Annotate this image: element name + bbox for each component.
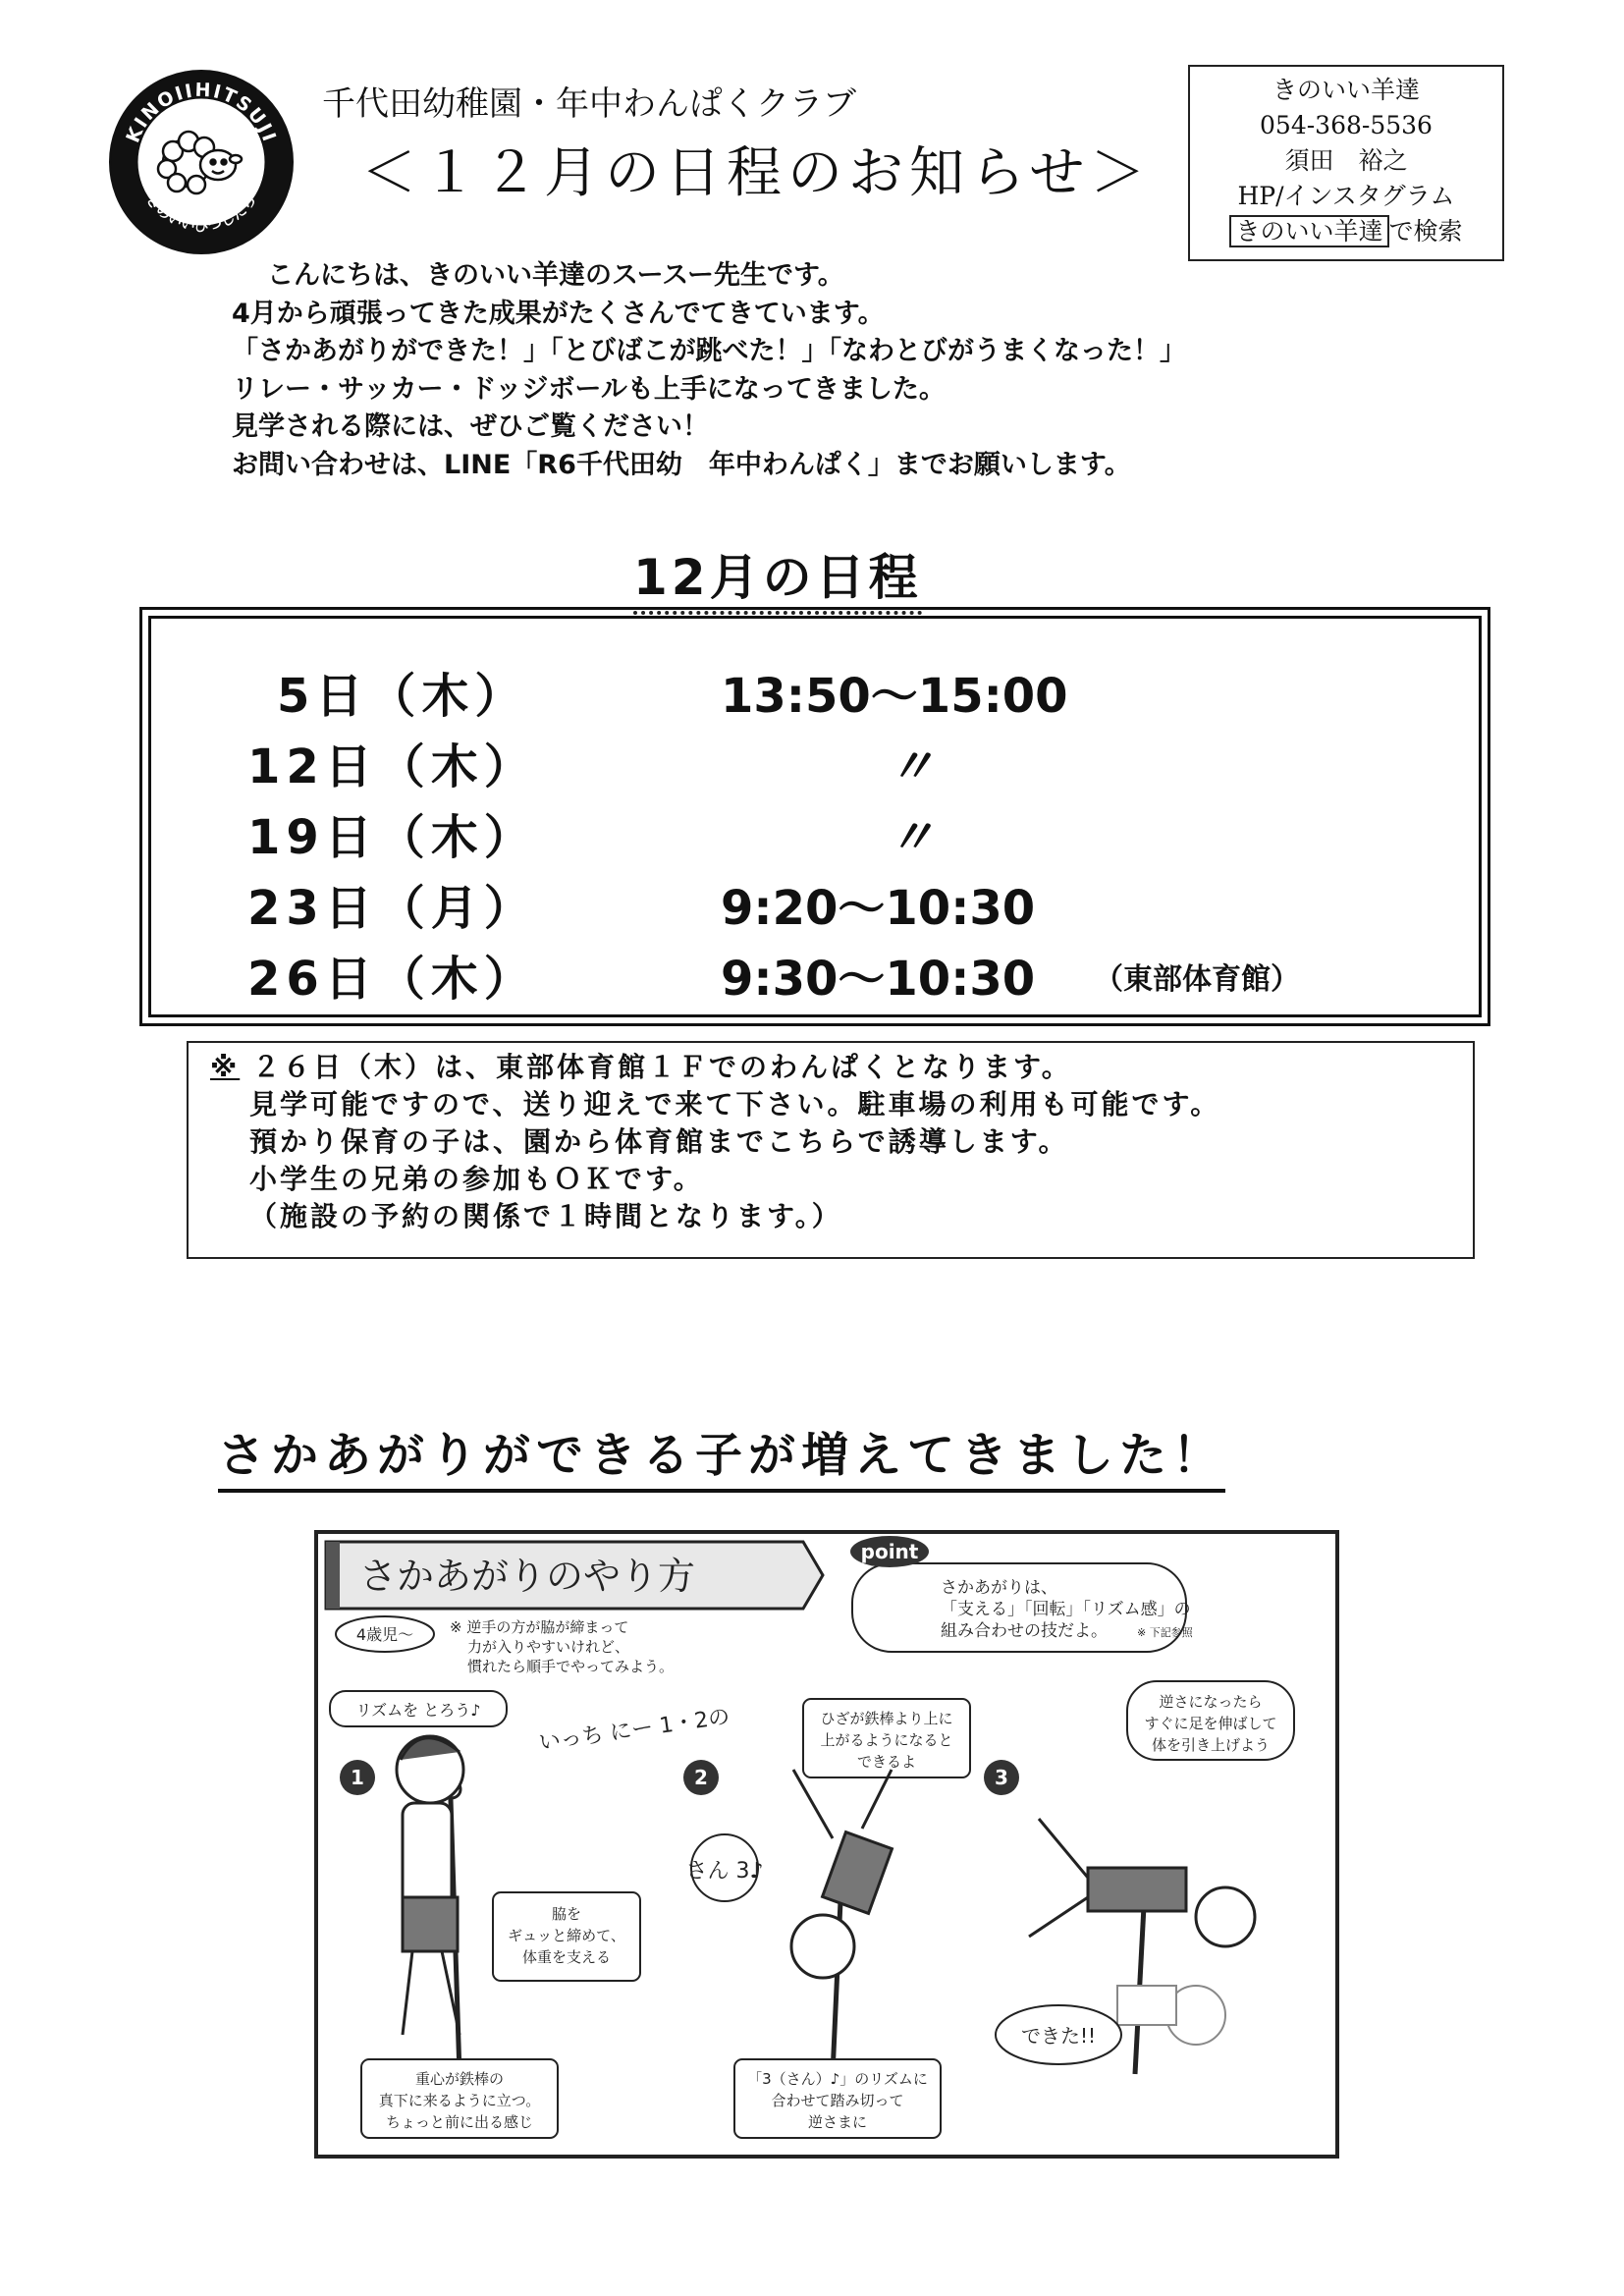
point-text: 「支える」「回転」「リズム感」の bbox=[941, 1600, 1191, 1619]
count-label: いっち にー 1・2の bbox=[537, 1704, 731, 1756]
step1-label: リズムを とろう♪ bbox=[355, 1701, 481, 1720]
done-label: できた!! bbox=[1020, 2024, 1097, 2048]
intro-line: 「さかあがりができた！」「とびばこが跳べた！」「なわとびがうまくなった！」 bbox=[232, 336, 1186, 366]
armpit-note: 体重を支える bbox=[521, 1948, 612, 1966]
logo-subtext: きのいいひつじたち bbox=[142, 191, 260, 235]
intro-line: リレー・サッカー・ドッジボールも上手になってきました。 bbox=[232, 373, 946, 405]
point-label: point bbox=[860, 1540, 919, 1563]
upside-note: 体を引き上げよう bbox=[1151, 1736, 1271, 1754]
logo-text: KINOIIHITSUJI bbox=[122, 79, 281, 146]
intro-line: お問い合わせは、LINE「R6千代田幼 年中わんぱく」までお願いします。 bbox=[232, 449, 1131, 480]
grip-note: 慣れたら順手でやってみよう。 bbox=[467, 1658, 675, 1675]
schedule-time: 13:50〜15:00 bbox=[721, 669, 1068, 724]
schedule-time: 〃 bbox=[888, 739, 936, 794]
contact-social: HP/インスタグラム bbox=[1237, 182, 1455, 210]
contact-phone: 054-368-5536 bbox=[1260, 111, 1433, 139]
schedule-date: 23日（月） bbox=[247, 881, 537, 936]
schedule-place: （東部体育館） bbox=[1094, 962, 1300, 997]
page-title: ＜１２月の日程のお知らせ＞ bbox=[361, 141, 1152, 205]
note-line: 見学可能ですので、送り迎えで来て下さい。駐車場の利用も可能です。 bbox=[249, 1088, 1221, 1121]
center-note: 真下に来るように立つ。 bbox=[378, 2092, 541, 2109]
point-text: 組み合わせの技だよ。 bbox=[941, 1621, 1108, 1641]
knee-note: できるよ bbox=[856, 1753, 917, 1771]
knee-note: ひざが鉄棒より上に bbox=[820, 1710, 953, 1727]
search-term: きのいい羊達 bbox=[1229, 215, 1388, 247]
schedule-date: 19日（木） bbox=[247, 810, 537, 865]
schedule-row bbox=[151, 799, 1479, 870]
age-label: 4歳児〜 bbox=[355, 1625, 414, 1644]
contact-search bbox=[1190, 214, 1502, 249]
note-line: （施設の予約の関係で１時間となります。） bbox=[249, 1200, 842, 1232]
contact-name: きのいい羊達 bbox=[1272, 76, 1420, 104]
contact-person: 須田 裕之 bbox=[1284, 146, 1408, 175]
schedule-time: 9:30〜10:30 bbox=[721, 952, 1036, 1007]
note-line: 小学生の兄弟の参加もＯＫです。 bbox=[249, 1163, 704, 1195]
rhythm-note: 「3（さん）♪」のリズムに bbox=[747, 2070, 928, 2088]
schedule-row bbox=[151, 658, 1479, 729]
note-mark: ※ bbox=[210, 1051, 241, 1083]
intro-line: 4月から頑張ってきた成果がたくさんでてきています。 bbox=[232, 298, 885, 329]
intro-line: こんにちは、きのいい羊達のスースー先生です。 bbox=[267, 260, 844, 291]
point-text: さかあがりは、 bbox=[941, 1578, 1057, 1598]
schedule-row bbox=[151, 941, 1479, 1011]
note-line: ※ ２６日（木）は、東部体育館１Ｆでのわんぱくとなります。 bbox=[210, 1051, 1072, 1083]
schedule-heading: 12月の日程 bbox=[633, 538, 922, 615]
rhythm-note: 合わせて踏み切って bbox=[771, 2092, 904, 2109]
step-number: 2 bbox=[694, 1766, 708, 1789]
rhythm-note: 逆さまに bbox=[807, 2113, 868, 2131]
upside-note: 逆さになったら bbox=[1159, 1693, 1263, 1711]
contact-box bbox=[1188, 65, 1504, 261]
armpit-note: 脇を bbox=[551, 1905, 582, 1923]
schedule-date: 5日（木） bbox=[277, 669, 528, 724]
schedule-time: 〃 bbox=[888, 810, 936, 865]
illus-title: さかあがりのやり方 bbox=[359, 1555, 696, 1598]
san-label: さん 3♪ bbox=[685, 1859, 764, 1884]
armpit-note: ギュッと締めて、 bbox=[508, 1927, 625, 1944]
schedule-table bbox=[139, 607, 1490, 1026]
step-number: 3 bbox=[995, 1766, 1008, 1789]
point-note: ※ 下記参照 bbox=[1137, 1626, 1193, 1639]
search-suffix: で検索 bbox=[1388, 217, 1463, 246]
center-note: ちょっと前に出る感じ bbox=[385, 2113, 534, 2131]
step-number: 1 bbox=[351, 1766, 364, 1789]
header-subtitle: 千代田幼稚園・年中わんぱくクラブ bbox=[322, 84, 856, 124]
club-logo bbox=[108, 69, 295, 255]
kickup-illustration bbox=[312, 1524, 1343, 2162]
intro-text bbox=[232, 257, 1186, 484]
schedule-row bbox=[151, 870, 1479, 941]
grip-note: 力が入りやすいけれど、 bbox=[467, 1638, 630, 1656]
intro-line: 見学される際には、ぜひご覧ください！ bbox=[232, 411, 709, 442]
schedule-time: 9:20〜10:30 bbox=[721, 881, 1036, 936]
knee-note: 上がるようになると bbox=[820, 1731, 953, 1749]
upside-note: すぐに足を伸ばして bbox=[1144, 1715, 1277, 1732]
schedule-date: 12日（木） bbox=[247, 739, 537, 794]
grip-note: ※ 逆手の方が脇が締まって bbox=[450, 1618, 629, 1636]
schedule-date: 26日（木） bbox=[247, 952, 537, 1007]
center-note: 重心が鉄棒の bbox=[414, 2070, 505, 2088]
note-line: 預かり保育の子は、園から体育館までこちらで誘導します。 bbox=[249, 1125, 1069, 1158]
note-box bbox=[187, 1041, 1475, 1259]
section-heading: さかあがりができる子が増えてきました！ bbox=[218, 1417, 1225, 1493]
schedule-row bbox=[151, 729, 1479, 799]
